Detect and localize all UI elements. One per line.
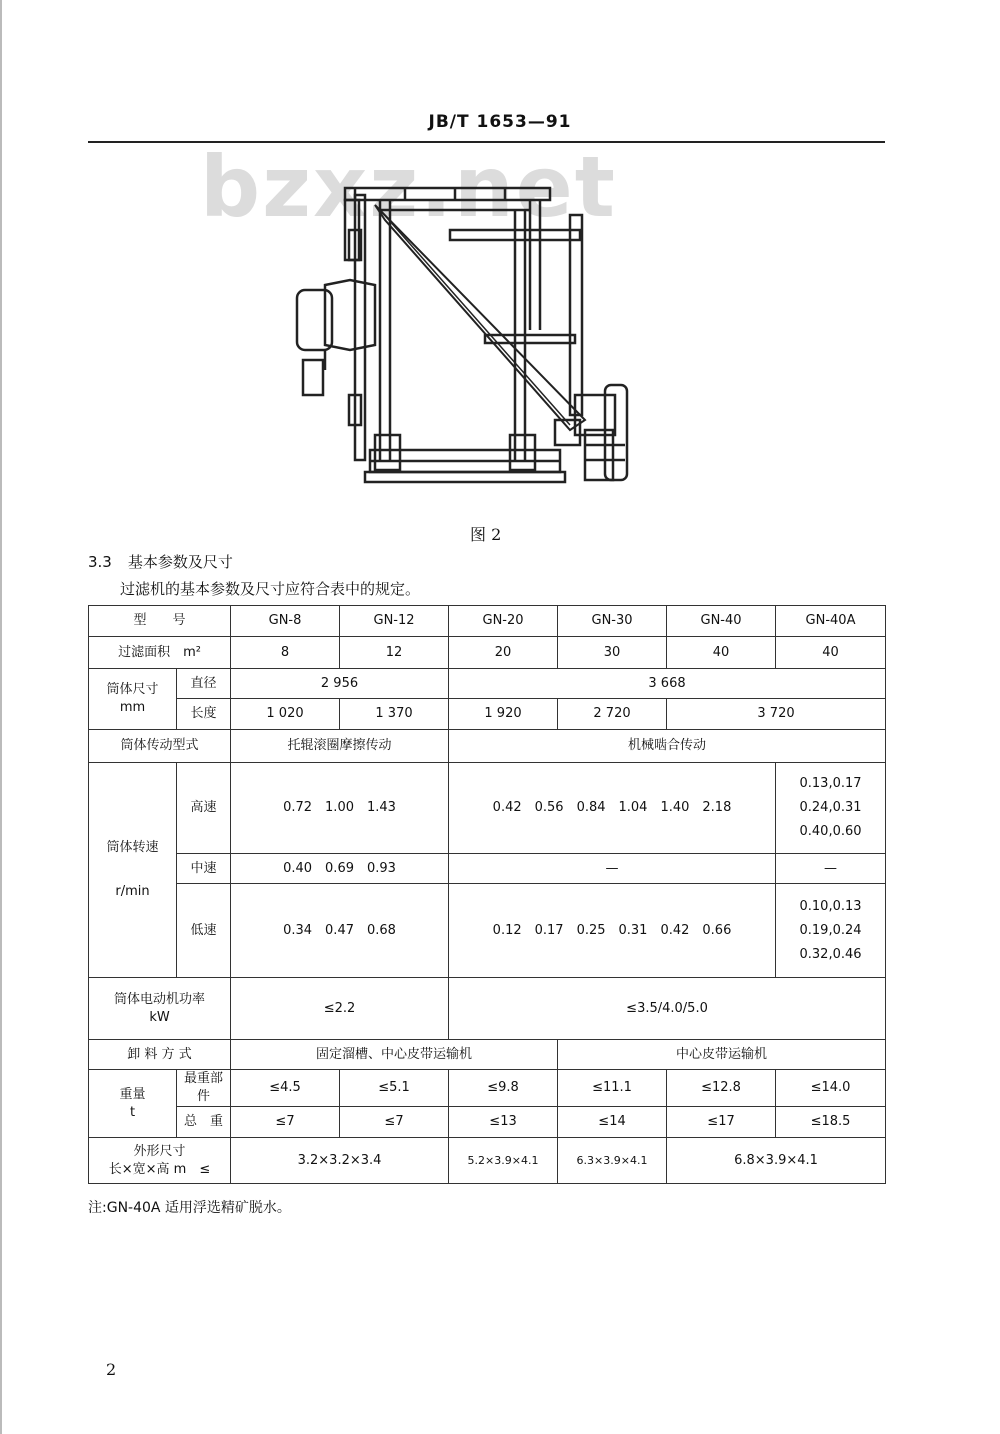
table-row [89, 730, 886, 763]
model-cell: GN-40 [667, 606, 776, 637]
power-label-cell [89, 978, 231, 1040]
heaviest-part-label: 最重部件 [177, 1070, 231, 1107]
mid-speed-cell: — [449, 854, 776, 884]
machine-drawing [285, 180, 645, 514]
section-number: 3.3 [88, 553, 112, 571]
speed-label: 筒体转速 [106, 840, 159, 855]
diameter-cell: 2 956 [231, 669, 449, 699]
speed-value: 0.19,0.24 [799, 922, 862, 938]
outline-label: 外形尺寸 [133, 1143, 186, 1159]
speed-label-cell [89, 763, 177, 978]
power-cell: ≤2.2 [231, 978, 449, 1040]
speed-value: 0.32,0.46 [799, 946, 862, 962]
length-cell: 2 720 [558, 699, 667, 730]
high-speed-cell: 0.72 1.00 1.43 [231, 763, 449, 854]
shell-size-label [89, 669, 177, 730]
length-cell: 1 370 [340, 699, 449, 730]
total-cell: ≤7 [231, 1107, 340, 1138]
area-cell: 8 [231, 637, 340, 669]
total-cell: ≤13 [449, 1107, 558, 1138]
power-unit: kW [149, 1009, 170, 1025]
scan-edge [0, 0, 2, 1434]
table-row [89, 637, 886, 669]
heaviest-cell: ≤12.8 [667, 1070, 776, 1107]
outline-label: 长×宽×高 m ≤ [108, 1161, 211, 1177]
outline-label-cell [89, 1138, 231, 1184]
weight-unit: t [129, 1104, 136, 1120]
outline-cell: 6.3×3.9×4.1 [558, 1138, 667, 1184]
table-row [89, 1107, 886, 1138]
length-cell: 1 920 [449, 699, 558, 730]
length-cell: 1 020 [231, 699, 340, 730]
total-cell: ≤14 [558, 1107, 667, 1138]
drive-cell: 机械啮合传动 [449, 730, 886, 763]
model-label: 型 号 [89, 606, 231, 637]
drive-cell: 托辊滚圈摩擦传动 [231, 730, 449, 763]
table-row [89, 854, 886, 884]
length-label: 长度 [177, 699, 231, 730]
figure-caption: 图 2 [470, 525, 502, 544]
table-row [89, 978, 886, 1040]
low-speed-cell: 0.34 0.47 0.68 [231, 884, 449, 978]
outline-cell: 3.2×3.2×3.4 [231, 1138, 449, 1184]
model-cell: GN-40A [776, 606, 886, 637]
power-label: 筒体电动机功率 [114, 991, 206, 1007]
outline-cell: 5.2×3.9×4.1 [449, 1138, 558, 1184]
area-cell: 12 [340, 637, 449, 669]
low-speed-cell-40a [776, 884, 886, 978]
high-speed-label: 高速 [177, 763, 231, 854]
speed-unit: r/min [115, 884, 150, 899]
high-speed-cell-40a [776, 763, 886, 854]
power-cell: ≤3.5/4.0/5.0 [449, 978, 886, 1040]
outline-cell: 6.8×3.9×4.1 [667, 1138, 886, 1184]
model-cell: GN-12 [340, 606, 449, 637]
area-label: 过滤面积 m² [89, 637, 231, 669]
speed-value: 0.13,0.17 [799, 776, 862, 791]
area-cell: 20 [449, 637, 558, 669]
length-cell: 3 720 [667, 699, 886, 730]
heaviest-cell: ≤14.0 [776, 1070, 886, 1107]
area-cell: 30 [558, 637, 667, 669]
mid-speed-cell: 0.40 0.69 0.93 [231, 854, 449, 884]
intro-text: 过滤机的基本参数及尺寸应符合表中的规定。 [120, 580, 421, 598]
table-row [89, 1040, 886, 1070]
model-cell: GN-20 [449, 606, 558, 637]
table-note: 注:GN-40A 适用浮选精矿脱水。 [88, 1200, 291, 1216]
heaviest-cell: ≤9.8 [449, 1070, 558, 1107]
model-cell: GN-8 [231, 606, 340, 637]
heaviest-cell: ≤11.1 [558, 1070, 667, 1107]
weight-label-cell [89, 1070, 177, 1138]
section-title: 基本参数及尺寸 [127, 553, 233, 571]
total-cell: ≤7 [340, 1107, 449, 1138]
area-cell: 40 [667, 637, 776, 669]
model-cell: GN-30 [558, 606, 667, 637]
discharge-cell: 固定溜槽、中心皮带运输机 [231, 1040, 558, 1070]
page-number: 2 [106, 1360, 117, 1379]
speed-value: 0.40,0.60 [799, 824, 862, 839]
high-speed-cell: 0.42 0.56 0.84 1.04 1.40 2.18 [449, 763, 776, 854]
discharge-label: 卸 料 方 式 [89, 1040, 231, 1070]
watermark: bzxz.net [200, 138, 617, 236]
discharge-cell: 中心皮带运输机 [558, 1040, 886, 1070]
low-speed-label: 低速 [177, 884, 231, 978]
table-row [89, 1070, 886, 1107]
mid-speed-cell-40a: — [776, 854, 886, 884]
weight-label: 重量 [119, 1086, 146, 1102]
table-row [89, 884, 886, 978]
heaviest-cell: ≤5.1 [340, 1070, 449, 1107]
total-weight-label: 总 重 [177, 1107, 231, 1138]
section-heading [88, 551, 249, 572]
shell-unit: mm [119, 700, 146, 715]
low-speed-cell: 0.12 0.17 0.25 0.31 0.42 0.66 [449, 884, 776, 978]
drive-label: 筒体传动型式 [89, 730, 231, 763]
table-row [89, 699, 886, 730]
diameter-label: 直径 [177, 669, 231, 699]
table-row [89, 669, 886, 699]
speed-value: 0.24,0.31 [799, 800, 862, 815]
total-cell: ≤17 [667, 1107, 776, 1138]
mid-speed-label: 中速 [177, 854, 231, 884]
table-row [89, 1138, 886, 1184]
table-row [89, 763, 886, 854]
heaviest-cell: ≤4.5 [231, 1070, 340, 1107]
total-cell: ≤18.5 [776, 1107, 886, 1138]
diameter-cell: 3 668 [449, 669, 886, 699]
standard-code-header: JB/T 1653—91 [428, 112, 572, 132]
area-cell: 40 [776, 637, 886, 669]
speed-value: 0.10,0.13 [799, 898, 862, 914]
parameter-table [88, 605, 886, 1184]
shell-label: 筒体尺寸 [106, 682, 159, 697]
table-row [89, 606, 886, 637]
